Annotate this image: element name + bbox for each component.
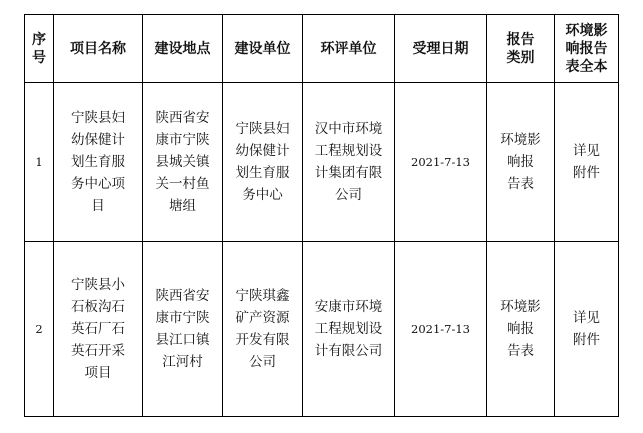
cell-full-text: 详见 附件	[555, 83, 619, 242]
cell-builder: 宁陕琪鑫 矿产资源 开发有限 公司	[223, 242, 303, 417]
cell-report-type: 环境影 响报 告表	[487, 83, 555, 242]
cell-project: 宁陕县妇 幼保健计 划生育服 务中心项 目	[54, 83, 143, 242]
cell-index: 1	[25, 83, 54, 242]
cell-date: 2021-7-13	[395, 242, 487, 417]
col-header-report-type: 报告 类别	[487, 15, 555, 83]
col-header-builder: 建设单位	[223, 15, 303, 83]
cell-full-text: 详见 附件	[555, 242, 619, 417]
cell-eia-unit: 安康市环境 工程规划设 计有限公司	[303, 242, 395, 417]
cell-report-type: 环境影 响报 告表	[487, 242, 555, 417]
col-header-eia-unit: 环评单位	[303, 15, 395, 83]
table-row	[25, 242, 619, 417]
col-header-project: 项目名称	[54, 15, 143, 83]
col-header-full-text: 环境影 响报告 表全本	[555, 15, 619, 83]
table-row	[25, 83, 619, 242]
cell-location: 陕西省安 康市宁陕 县城关镇 关一村鱼 塘组	[143, 83, 223, 242]
cell-index: 2	[25, 242, 54, 417]
cell-project: 宁陕县小 石板沟石 英石厂石 英石开采 项目	[54, 242, 143, 417]
cell-builder: 宁陕县妇 幼保健计 划生育服 务中心	[223, 83, 303, 242]
cell-eia-unit: 汉中市环境 工程规划设 计集团有限 公司	[303, 83, 395, 242]
col-header-date: 受理日期	[395, 15, 487, 83]
cell-date: 2021-7-13	[395, 83, 487, 242]
col-header-location: 建设地点	[143, 15, 223, 83]
header-row	[25, 15, 619, 83]
cell-location: 陕西省安 康市宁陕 县江口镇 江河村	[143, 242, 223, 417]
project-table	[24, 14, 619, 417]
col-header-index: 序 号	[25, 15, 54, 83]
